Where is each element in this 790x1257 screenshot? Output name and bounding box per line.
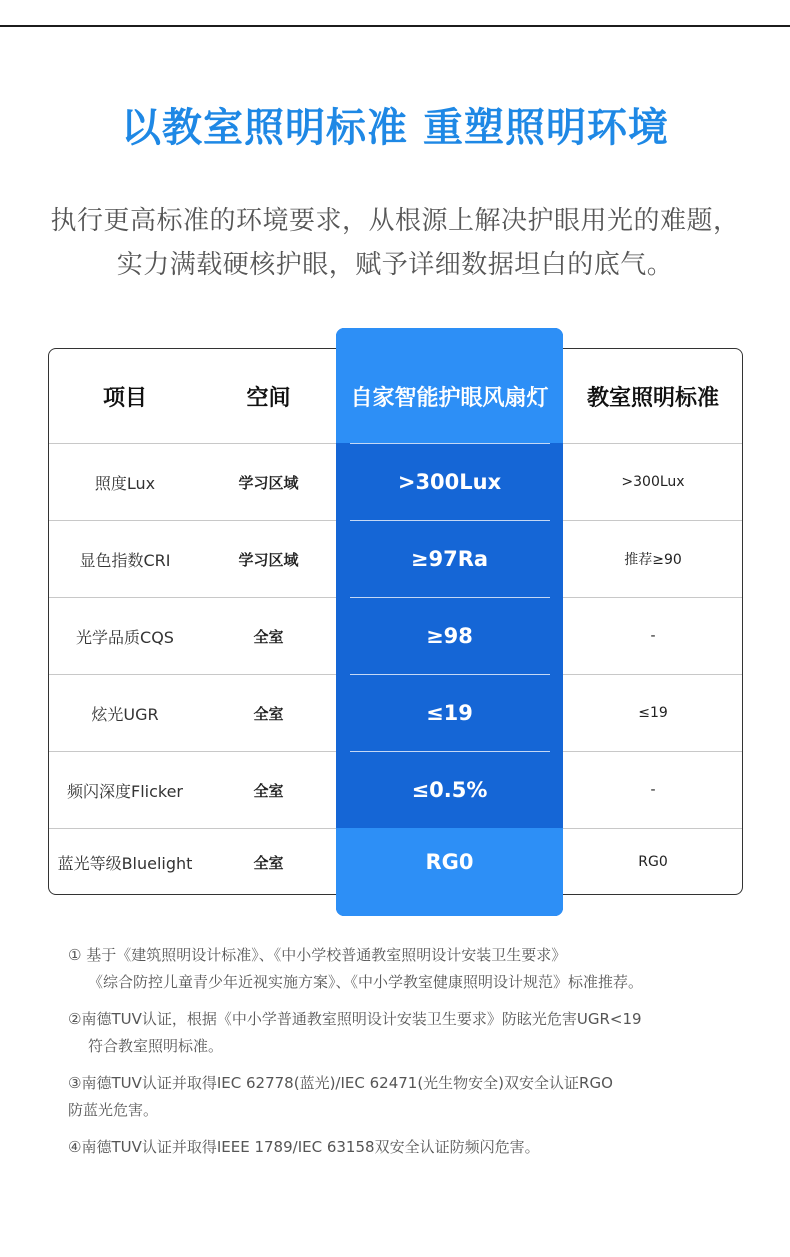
row-item-label: 炫光UGR: [91, 704, 159, 724]
row-space: 全室: [253, 853, 284, 872]
row-standard-value: 推荐≥90: [624, 552, 682, 568]
footnote-2-line-2: 符合教室照明标准。: [88, 1037, 224, 1055]
row-item-label: 蓝光等级Bluelight: [57, 853, 193, 873]
row-space: 学习区域: [238, 550, 299, 569]
header-standard: 教室照明标准: [586, 385, 719, 411]
header-space: 空间: [246, 385, 291, 411]
footnote-4: [68, 1134, 758, 1161]
footnote-3: [68, 1070, 758, 1124]
footnote-3-line-2: 防蓝光危害。: [68, 1101, 159, 1119]
row-item-label: 光学品质CQS: [76, 627, 174, 647]
footnote-1-line-2: 《综合防控儿童青少年近视实施方案》、《中小学教室健康照明设计规范》标准推荐。: [88, 973, 644, 991]
row-space: 学习区域: [238, 473, 299, 492]
footnote-3-line-1: ③南德TUV认证并取得IEC 62778(蓝光)/IEC 62471(光生物安全)双安全认证RGO: [68, 1074, 613, 1092]
row-space: 全室: [253, 627, 284, 646]
top-divider: [0, 25, 790, 27]
footnote-2: [68, 1006, 758, 1060]
row-standard-value: RG0: [638, 854, 668, 870]
row-standard-value: -: [650, 782, 656, 798]
row-highlight-value: ≤0.5%: [411, 778, 488, 802]
row-highlight-value: ≤19: [426, 701, 473, 725]
row-highlight-value: ≥97Ra: [410, 547, 489, 571]
row-space: 全室: [253, 704, 284, 723]
page-headline: 以教室照明标准 重塑照明环境: [121, 105, 669, 151]
subtitle-line-2: 实力满载硬核护眼，赋予详细数据坦白的底气。: [116, 250, 674, 280]
row-standard-value: ≤19: [638, 705, 668, 721]
row-space: 全室: [253, 781, 284, 800]
row-highlight-value: >300Lux: [397, 470, 502, 494]
footnote-2-line-1: ②南德TUV认证，根据《中小学普通教室照明设计安装卫生要求》防眩光危害UGR<19: [68, 1010, 642, 1028]
row-standard-value: -: [650, 628, 656, 644]
row-item-label: 频闪深度Flicker: [66, 781, 183, 801]
row-standard-value: >300Lux: [621, 474, 685, 490]
footnote-1: [68, 942, 758, 996]
footnote-4-line-1: ④南德TUV认证并取得IEEE 1789/IEC 63158双安全认证防频闪危害。: [68, 1138, 540, 1156]
row-highlight-value: RG0: [425, 850, 474, 874]
row-item-label: 显色指数CRI: [79, 550, 171, 570]
footnotes: [68, 942, 758, 1171]
header-item: 项目: [102, 385, 147, 411]
row-highlight-value: ≥98: [426, 624, 473, 648]
footnote-1-line-1: ① 基于《建筑照明设计标准》、《中小学校普通教室照明设计安装卫生要求》: [68, 946, 567, 964]
subtitle-line-1: 执行更高标准的环境要求，从根源上解决护眼用光的难题，: [50, 206, 740, 236]
header-highlight: 自家智能护眼风扇灯: [350, 385, 549, 411]
row-item-label: 照度Lux: [94, 473, 156, 493]
